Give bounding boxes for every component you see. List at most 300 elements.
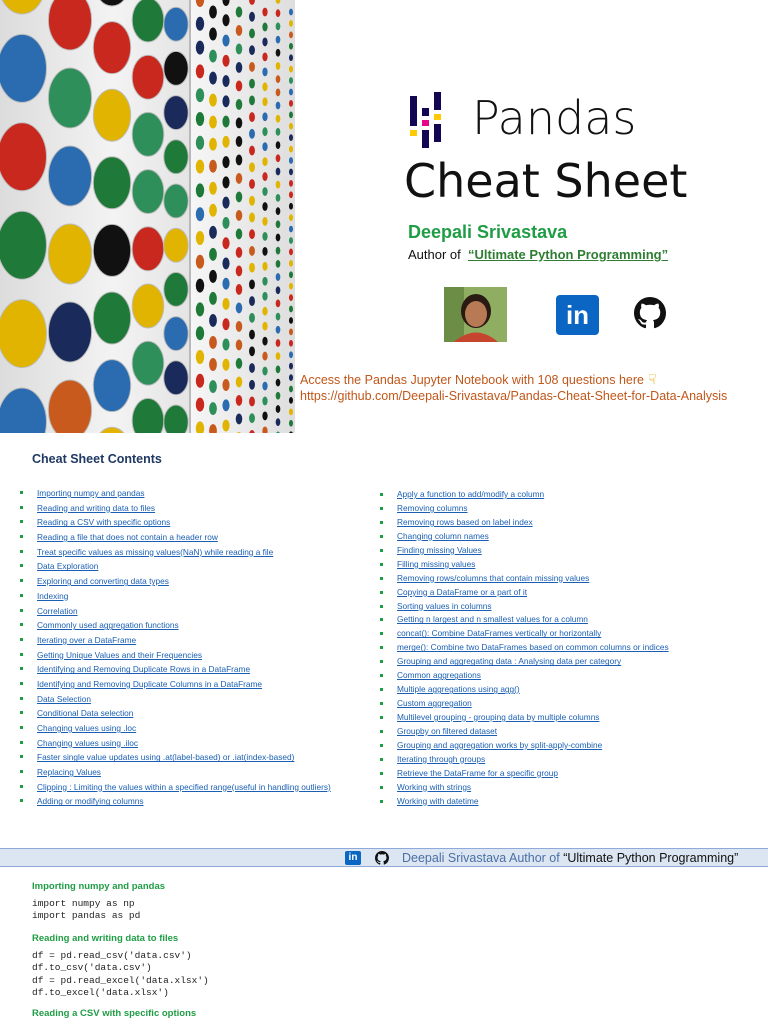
contents-link[interactable]: Custom aggregation	[397, 698, 472, 709]
hole-shape	[236, 173, 243, 184]
contents-link[interactable]: Getting Unique Values and their Frequencies	[37, 649, 202, 660]
hole-shape	[196, 88, 204, 102]
hole-shape	[249, 29, 255, 39]
contents-item	[20, 589, 331, 604]
hole-shape	[196, 17, 204, 31]
hole-shape	[48, 380, 91, 433]
hole-shape	[249, 146, 255, 156]
hole-shape	[289, 351, 293, 358]
contents-item	[380, 502, 669, 516]
contents-item	[380, 725, 669, 739]
contents-item	[380, 711, 669, 725]
contents-item	[20, 633, 331, 648]
contents-item	[20, 618, 331, 633]
contents-link[interactable]: Reading and writing data to files	[37, 502, 156, 513]
bullet-icon	[20, 564, 23, 567]
contents-item	[20, 677, 331, 692]
contents-item	[20, 559, 331, 574]
footer-banner	[0, 848, 768, 867]
contents-item	[20, 604, 331, 619]
hole-shape	[289, 283, 293, 290]
hole-shape	[276, 220, 281, 228]
hole-shape	[249, 62, 255, 72]
banner-author-text	[402, 850, 738, 866]
bullet-icon	[20, 506, 23, 509]
contents-link[interactable]: merge(): Combine two DataFrames based on common columns or indices	[397, 642, 669, 653]
contents-link[interactable]: Commonly used aggregation functions	[37, 620, 179, 631]
hole-shape	[196, 255, 204, 269]
bullet-icon	[20, 755, 23, 758]
contents-item	[20, 662, 331, 677]
hole-shape	[222, 379, 229, 391]
hole-shape	[236, 210, 243, 221]
contents-link[interactable]: Retrieve the DataFrame for a specific group	[397, 767, 558, 778]
hole-shape	[132, 227, 164, 271]
hole-shape	[48, 302, 91, 362]
hole-shape	[164, 361, 188, 395]
hole-shape	[222, 420, 229, 432]
hole-shape	[209, 6, 217, 19]
hole-shape	[164, 228, 188, 262]
bullet-icon	[20, 653, 23, 656]
hole-shape	[236, 99, 243, 110]
hole-shape	[222, 339, 229, 351]
contents-item	[20, 750, 331, 765]
repo-url-link[interactable]: https://github.com/Deepali-Srivastava/Pandas-Cheat-Sheet-for-Data-Analysis	[300, 389, 728, 403]
bullet-icon	[20, 711, 23, 714]
hole-shape	[93, 292, 130, 344]
contents-link[interactable]: Finding missing Values	[397, 544, 482, 555]
hole-shape	[164, 96, 188, 130]
hole-shape	[196, 374, 204, 388]
hole-shape	[164, 184, 188, 218]
bullet-icon	[380, 632, 383, 635]
contents-link[interactable]: Removing rows based on label index	[397, 516, 533, 527]
hole-shape	[249, 380, 255, 390]
hole-shape	[276, 9, 281, 17]
hole-shape	[209, 160, 217, 173]
hero-image-graphic	[0, 0, 295, 433]
hole-shape	[276, 36, 281, 44]
contents-item	[380, 697, 669, 711]
hole-shape	[132, 55, 164, 99]
hole-shape	[249, 346, 255, 356]
hole-shape	[262, 202, 267, 211]
hole-shape	[196, 231, 204, 245]
section-heading: Importing numpy and pandas	[32, 881, 166, 892]
contents-item	[20, 515, 331, 530]
bullet-icon	[380, 535, 383, 538]
contents-link[interactable]: Data Exploration	[37, 561, 99, 572]
hole-shape	[93, 157, 130, 209]
hole-shape	[276, 418, 281, 426]
hole-shape	[276, 49, 281, 57]
contents-link[interactable]: Working with datetime	[397, 795, 479, 806]
contents-item	[380, 516, 669, 530]
hole-shape	[262, 187, 267, 196]
bullet-icon	[380, 660, 383, 663]
bullet-icon	[20, 594, 23, 597]
contents-link[interactable]: Grouping and aggregating data : Analysing data per category	[397, 656, 622, 667]
hole-shape	[289, 340, 293, 347]
contents-link[interactable]: Multiple aggregations using agg()	[397, 684, 520, 695]
hole-shape	[236, 25, 243, 36]
bullet-icon	[380, 646, 383, 649]
hole-shape	[289, 43, 293, 50]
contents-link[interactable]: Removing columns	[397, 502, 468, 513]
hole-shape	[289, 54, 293, 61]
hole-shape	[289, 9, 293, 16]
notebook-access-text	[300, 371, 657, 388]
contents-link[interactable]: Multilevel grouping - grouping data by multiple columns	[397, 712, 600, 722]
section-heading: Reading and writing data to files	[32, 933, 179, 944]
hole-shape	[249, 95, 255, 105]
hole-shape	[0, 34, 46, 102]
author-avatar	[444, 287, 507, 342]
hole-shape	[262, 397, 267, 406]
bullet-icon	[20, 785, 23, 788]
hole-shape	[209, 380, 217, 393]
github-icon[interactable]	[375, 851, 389, 865]
hole-shape	[196, 398, 204, 412]
hole-shape	[262, 82, 267, 91]
hole-shape	[164, 272, 188, 306]
contents-item	[380, 600, 669, 614]
contents-item	[20, 648, 331, 663]
contents-item	[380, 683, 669, 697]
bullet-icon	[20, 579, 23, 582]
hole-shape	[164, 405, 188, 433]
hole-shape	[276, 23, 281, 31]
bullet-icon	[20, 799, 23, 802]
hole-shape	[289, 260, 293, 267]
contents-link[interactable]: Conditional Data selection	[37, 708, 134, 719]
hole-shape	[249, 413, 255, 423]
hole-shape	[209, 270, 217, 283]
contents-link[interactable]: Copying a DataFrame or a part of it	[397, 586, 528, 597]
hole-shape	[262, 172, 267, 181]
bullet-icon	[380, 800, 383, 803]
hole-shape	[249, 129, 255, 139]
contents-link[interactable]: Apply a function to add/modify a column	[397, 489, 545, 499]
hole-shape	[93, 360, 130, 412]
hole-shape	[249, 330, 255, 340]
bullet-icon	[20, 491, 23, 494]
hole-shape	[289, 271, 293, 278]
contents-link[interactable]: Common aggregations	[397, 670, 481, 681]
hole-shape	[276, 115, 281, 123]
hole-shape	[196, 136, 204, 150]
contents-link[interactable]: Faster single value updates using .at(label-based) or .iat(index-based)	[37, 752, 295, 763]
hole-shape	[276, 168, 281, 176]
contents-link[interactable]: Importing numpy and pandas	[37, 488, 145, 498]
contents-link[interactable]: Clipping : Limiting the values within a specified range(useful in handling outliers)	[37, 781, 331, 792]
hole-shape	[236, 81, 243, 92]
hole-shape	[249, 296, 255, 306]
bullet-icon	[380, 786, 383, 789]
hole-shape	[289, 420, 293, 427]
hole-shape	[222, 359, 229, 371]
contents-item	[380, 613, 669, 627]
hole-shape	[164, 51, 188, 85]
hole-shape	[249, 313, 255, 323]
hole-shape	[132, 0, 164, 42]
hole-shape	[289, 77, 293, 84]
pointing-hand-icon: ☟	[647, 371, 657, 387]
contents-link[interactable]: Changing values using .loc	[37, 723, 137, 733]
hole-shape	[236, 284, 243, 295]
hole-shape	[289, 374, 293, 381]
contents-item	[380, 586, 669, 600]
hole-shape	[276, 102, 281, 110]
notebook-access-label: Access the Pandas Jupyter Notebook with 108 questions here	[300, 373, 644, 387]
hole-shape	[289, 123, 293, 130]
hole-shape	[249, 179, 255, 189]
hole-shape	[196, 350, 204, 364]
bullet-icon	[380, 772, 383, 775]
hole-shape	[262, 23, 267, 32]
bullet-icon	[380, 730, 383, 733]
contents-item	[380, 572, 669, 586]
hole-shape	[222, 197, 229, 209]
hole-shape	[222, 278, 229, 290]
hole-shape	[276, 62, 281, 70]
hole-shape	[236, 155, 243, 166]
hole-shape	[262, 382, 267, 391]
hole-shape	[222, 217, 229, 229]
contents-item	[380, 781, 669, 795]
hole-shape	[164, 140, 188, 174]
hole-shape	[276, 365, 281, 373]
code-block: import numpy as np import pandas as pd	[32, 898, 141, 922]
bullet-icon	[380, 521, 383, 524]
hole-shape	[289, 134, 293, 141]
hole-shape	[289, 20, 293, 27]
hole-shape	[236, 7, 243, 18]
hole-shape	[209, 116, 217, 129]
bullet-icon	[380, 758, 383, 761]
contents-item	[380, 669, 669, 683]
contents-item	[380, 558, 669, 572]
hole-shape	[262, 292, 267, 301]
hole-shape	[289, 157, 293, 164]
hole-shape	[262, 142, 267, 151]
bullet-icon	[380, 674, 383, 677]
bullet-icon	[20, 682, 23, 685]
author-line	[408, 247, 668, 262]
contents-link[interactable]: Exploring and converting data types	[37, 576, 169, 587]
contents-link[interactable]: Changing values using .iloc	[37, 737, 139, 748]
hole-shape	[249, 279, 255, 289]
github-icon[interactable]	[634, 297, 666, 329]
bullet-icon	[380, 493, 383, 496]
hole-shape	[222, 95, 229, 107]
bullet-icon	[380, 618, 383, 621]
linkedin-icon[interactable]: in	[345, 851, 361, 865]
contents-item	[20, 736, 331, 751]
hole-shape	[289, 169, 293, 176]
contents-link[interactable]: Identifying and Removing Duplicate Rows in a DataFrame	[37, 664, 251, 675]
contents-link[interactable]: Sorting values in columns	[397, 600, 492, 611]
hole-shape	[289, 31, 293, 38]
contents-item	[20, 721, 331, 736]
contents-link[interactable]: Identifying and Removing Duplicate Columns in a DataFrame	[37, 678, 263, 689]
bullet-icon	[380, 577, 383, 580]
hole-shape	[289, 363, 293, 370]
hole-shape	[276, 247, 281, 255]
hole-shape	[262, 352, 267, 361]
hole-shape	[196, 41, 204, 55]
hole-shape	[236, 376, 243, 387]
bullet-icon	[20, 623, 23, 626]
hole-shape	[276, 379, 281, 387]
contents-item	[20, 574, 331, 589]
hole-shape	[236, 192, 243, 203]
hole-shape	[196, 183, 204, 197]
contents-heading: Cheat Sheet Contents	[32, 452, 162, 466]
contents-link[interactable]: Correlation	[37, 605, 78, 616]
hole-shape	[209, 138, 217, 151]
contents-link[interactable]: Reading a file that does not contain a header row	[37, 532, 218, 543]
hole-shape	[222, 116, 229, 128]
hole-shape	[262, 277, 267, 286]
contents-link[interactable]: Treat specific values as missing values(NaN) while reading a file	[37, 546, 274, 557]
hole-shape	[209, 336, 217, 349]
hole-shape	[236, 266, 243, 277]
hole-shape	[262, 232, 267, 241]
hole-shape	[222, 257, 229, 269]
hole-shape	[289, 180, 293, 187]
contents-link[interactable]: Adding or modifying columns	[37, 796, 144, 807]
hole-shape	[289, 408, 293, 415]
hole-shape	[276, 405, 281, 413]
hole-shape	[222, 176, 229, 188]
banner-book-title: “Ultimate Python Programming”	[563, 851, 739, 865]
hole-shape	[222, 75, 229, 87]
hole-shape	[249, 79, 255, 89]
contents-item	[380, 488, 669, 502]
bullet-icon	[380, 549, 383, 552]
hole-shape	[209, 226, 217, 239]
hole-shape	[289, 237, 293, 244]
bullet-icon	[20, 638, 23, 641]
hole-shape	[48, 146, 91, 206]
contents-item	[380, 641, 669, 655]
section-heading: Reading a CSV with specific options	[32, 1008, 197, 1019]
contents-link[interactable]: concat(): Combine DataFrames vertically or horizontally	[397, 628, 602, 639]
hole-shape	[222, 298, 229, 310]
contents-link[interactable]: Reading a CSV with specific options	[37, 517, 171, 528]
contents-item	[380, 544, 669, 558]
hole-shape	[289, 294, 293, 301]
contents-link[interactable]: Iterating through groups	[397, 753, 486, 764]
hole-shape	[132, 341, 164, 385]
contents-link[interactable]: Working with strings	[397, 781, 472, 792]
hole-shape	[236, 44, 243, 55]
hole-shape	[276, 128, 281, 136]
hole-shape	[276, 88, 281, 96]
hole-shape	[222, 318, 229, 330]
hole-shape	[0, 123, 46, 191]
contents-link[interactable]: Grouping and aggregation works by split-apply-combine	[397, 739, 603, 750]
contents-link[interactable]: Data Selection	[37, 693, 91, 704]
hole-shape	[236, 247, 243, 258]
book-title-link[interactable]: “Ultimate Python Programming”	[468, 247, 669, 262]
contents-item	[20, 501, 331, 516]
contents-link[interactable]: Removing rows/columns that contain missing values	[397, 572, 590, 583]
bullet-icon	[380, 744, 383, 747]
contents-item	[20, 486, 331, 501]
hole-shape	[289, 306, 293, 313]
code-block: df = pd.read_csv('data.csv') df.to_csv('data.csv') df = pd.read_excel('data.xlsx') df.to_excel('data.xlsx')	[32, 950, 209, 998]
contents-link[interactable]: Changing column names	[397, 530, 489, 541]
hole-shape	[276, 273, 281, 281]
contents-item	[20, 765, 331, 780]
hole-shape	[222, 156, 229, 168]
hole-shape	[236, 302, 243, 313]
hole-shape	[276, 207, 281, 215]
hole-shape	[249, 12, 255, 22]
bullet-icon	[380, 716, 383, 719]
contents-link[interactable]: Groupby on filtered dataset	[397, 725, 498, 736]
contents-link[interactable]: Iterating over a DataFrame	[37, 634, 137, 645]
hole-shape	[236, 358, 243, 369]
hole-shape	[276, 260, 281, 268]
author-of-label: Author of	[408, 247, 461, 262]
hole-shape	[262, 127, 267, 136]
hole-shape	[276, 392, 281, 400]
hole-shape	[209, 182, 217, 195]
hole-shape	[164, 7, 188, 41]
contents-link[interactable]: Indexing	[37, 590, 69, 601]
contents-list-right	[380, 488, 669, 809]
hole-shape	[48, 68, 91, 128]
linkedin-icon[interactable]: in	[556, 295, 599, 335]
hole-shape	[209, 314, 217, 327]
hole-shape	[222, 35, 229, 47]
hole-shape	[289, 66, 293, 73]
banner-author-label: Deepali Srivastava Author of	[402, 851, 560, 865]
hole-shape	[262, 307, 267, 316]
contents-item	[20, 780, 331, 795]
hole-shape	[196, 207, 204, 221]
bullet-icon	[380, 507, 383, 510]
hole-shape	[289, 146, 293, 153]
contents-item	[20, 692, 331, 707]
contents-item	[380, 753, 669, 767]
contents-link[interactable]: Replacing Values	[37, 767, 101, 778]
author-name: Deepali Srivastava	[408, 222, 568, 242]
hole-shape	[289, 100, 293, 107]
hole-shape	[209, 248, 217, 261]
contents-item	[20, 530, 331, 545]
hole-shape	[196, 302, 204, 316]
contents-item	[380, 530, 669, 544]
bullet-icon	[380, 702, 383, 705]
contents-item	[20, 794, 331, 809]
contents-link[interactable]: Getting n largest and n smallest values for a column	[397, 614, 588, 625]
hole-shape	[196, 112, 204, 126]
hole-shape	[222, 399, 229, 411]
pandas-logo-icon	[404, 90, 456, 152]
hole-shape	[236, 395, 243, 406]
hole-shape	[289, 203, 293, 210]
hole-shape	[236, 321, 243, 332]
contents-link[interactable]: Filling missing values	[397, 558, 476, 569]
hole-shape	[132, 170, 164, 214]
hole-shape	[276, 181, 281, 189]
hole-shape	[236, 62, 243, 73]
